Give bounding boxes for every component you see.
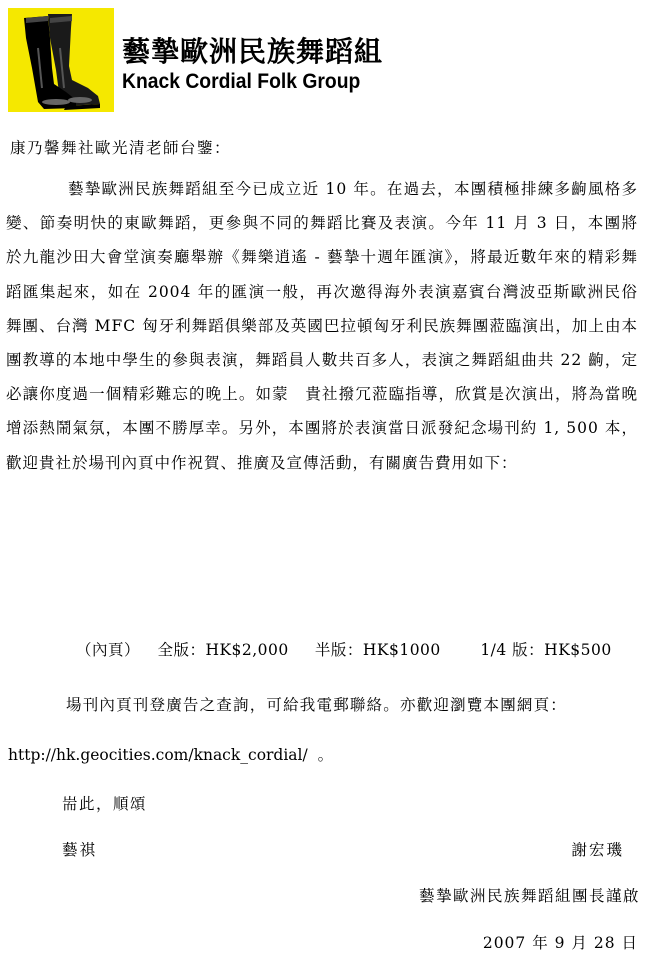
letter-date: 2007 年 9 月 28 日 <box>482 934 638 952</box>
org-name-chinese: 藝摯歐洲民族舞蹈組 <box>122 35 384 68</box>
signer-title: 藝摯歐洲民族舞蹈組團長謹啟 <box>418 887 640 905</box>
signer-name: 謝宏璣 <box>571 841 624 859</box>
org-name-english: Knack Cordial Folk Group <box>122 70 361 93</box>
website-url[interactable]: http://hk.geocities.com/knack_cordial/ <box>8 746 308 764</box>
ad-price-half: 半版：HK$1000 <box>314 641 441 659</box>
website-line <box>8 743 333 765</box>
closing: 耑此，順頌 <box>62 795 148 813</box>
ad-price-full: 全版：HK$2,000 <box>157 641 289 659</box>
ad-price-quarter: 1/4 版：HK$500 <box>480 641 612 659</box>
regards: 藝祺 <box>62 841 98 859</box>
ad-price-list <box>76 638 612 660</box>
logo <box>8 8 114 112</box>
contact-line: 場刊內頁刊登廣告之查詢，可給我電郵聯絡。亦歡迎瀏覽本團網頁： <box>66 696 568 714</box>
boots-icon <box>8 8 114 112</box>
salutation: 康乃馨舞社歐光清老師台鑒： <box>10 139 232 157</box>
website-url-suffix: 。 <box>317 746 334 764</box>
body-paragraph: 藝摯歐洲民族舞蹈組至今已成立近 10 年。在過去，本團積極排練多齣風格多變、節奏明快的東歐舞蹈，更參與不同的舞蹈比賽及表演。今年 11 月 3 日，本團將於九龍沙田大會堂演奏廳舉辦《舞樂逍遙 - 藝摯十週年匯演》，將最近數年來的精彩舞蹈匯集起來，如在 2004 年的匯演一般，再次邀得海外表演嘉賓台灣波亞斯歐洲民俗舞團、台灣 MFC 匈牙利舞蹈俱樂部及英國巴拉頓匈牙利民族舞團蒞臨演出，加上由本團教導的本地中學生的參與表演，舞蹈員人數共百多人，表演之舞蹈組曲共 22 齣，定必讓你度過一個精彩難忘的晚上。如蒙 貴社撥冗蒞臨指導，欣賞是次演出，將為當晚增添熱鬧氣氛，本團不勝厚幸。另外，本團將於表演當日派發紀念場刊約 1, 500 本，歡迎貴社於場刊內頁中作祝賀、推廣及宣傳活動，有關廣告費用如下： <box>6 180 638 472</box>
letterhead <box>8 8 648 118</box>
ad-section-label: （內頁） <box>76 641 141 659</box>
